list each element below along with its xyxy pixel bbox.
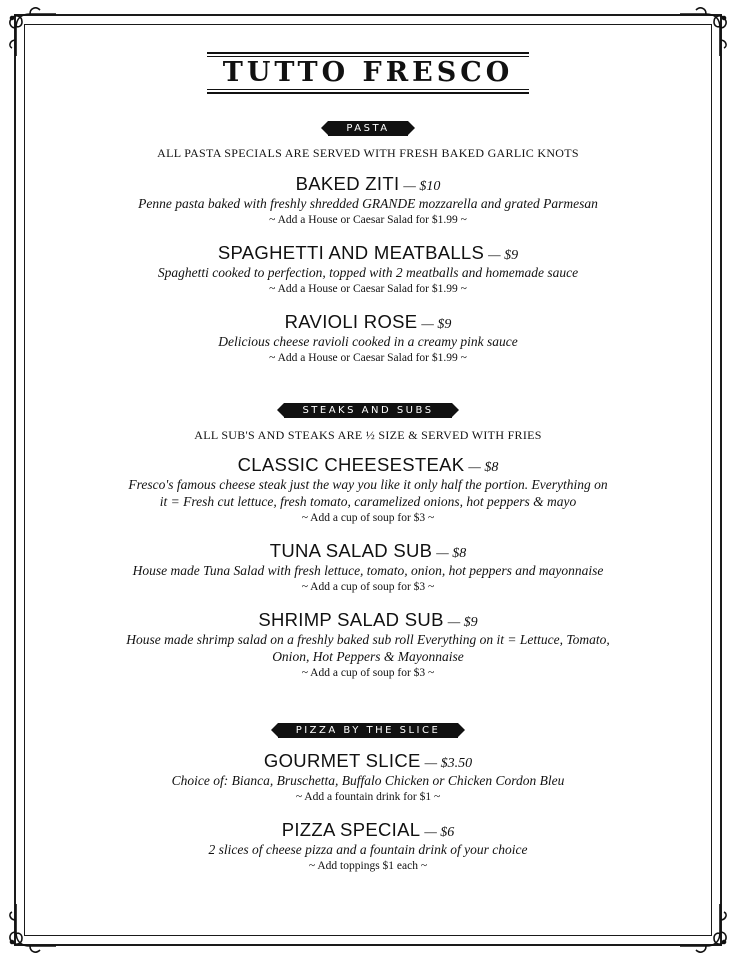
title-rule-bottom — [207, 92, 529, 94]
title-rule-top — [207, 52, 529, 54]
item-addon: ~ Add a fountain drink for $1 ~ — [295, 791, 441, 803]
corner-flourish-icon — [678, 902, 730, 954]
item-addon: ~ Add a cup of soup for $3 ~ — [301, 667, 435, 679]
item-name: GOURMET SLICE — [263, 750, 421, 771]
menu-item — [0, 750, 736, 805]
item-addon: ~ Add a cup of soup for $3 ~ — [301, 581, 435, 593]
menu-item — [0, 173, 736, 228]
item-description: House made shrimp salad on a freshly baked sub roll Everything on it = Lettuce, Tomato, — [126, 632, 610, 647]
item-description: Fresco's famous cheese steak just the way you like it only half the portion. Everything on — [128, 477, 608, 492]
menu-item — [0, 242, 736, 297]
item-description: House made Tuna Salad with fresh lettuce, tomato, onion, hot peppers and mayonnaise — [132, 563, 604, 578]
item-description: Onion, Hot Peppers & Mayonnaise — [272, 649, 464, 664]
section-banner: STEAKS AND SUBS — [284, 403, 451, 418]
item-name: CLASSIC CHEESESTEAK — [237, 454, 465, 475]
item-description: Penne pasta baked with freshly shredded GRANDE mozzarella and grated Parmesan — [138, 196, 598, 211]
item-name: SPAGHETTI AND MEATBALLS — [217, 242, 485, 263]
corner-flourish-icon — [6, 902, 58, 954]
item-price: — $9 — [447, 615, 478, 630]
menu-item — [0, 454, 736, 526]
item-description: Spaghetti cooked to perfection, topped with 2 meatballs and homemade sauce — [157, 265, 579, 280]
item-price: — $6 — [424, 825, 455, 840]
item-addon: ~ Add a House or Caesar Salad for $1.99 ~ — [269, 214, 467, 226]
item-name: PIZZA SPECIAL — [281, 819, 421, 840]
item-addon: ~ Add toppings $1 each ~ — [308, 860, 428, 872]
section-steaks-and-subs — [0, 400, 736, 681]
section-note: ALL PASTA SPECIALS ARE SERVED WITH FRESH BAKED GARLIC KNOTS — [157, 146, 579, 160]
item-price: — $10 — [403, 179, 441, 194]
item-name: SHRIMP SALAD SUB — [258, 609, 444, 630]
item-addon: ~ Add a House or Caesar Salad for $1.99 ~ — [269, 283, 467, 295]
menu-item — [0, 819, 736, 874]
item-name: TUNA SALAD SUB — [269, 540, 433, 561]
corner-flourish-icon — [6, 6, 58, 58]
section-banner: PIZZA BY THE SLICE — [278, 723, 459, 738]
menu-title-block — [0, 52, 736, 94]
menu-item — [0, 311, 736, 366]
item-price: — $8 — [436, 546, 467, 561]
section-note: ALL SUB'S AND STEAKS ARE ½ SIZE & SERVED WITH FRIES — [194, 428, 542, 442]
item-description: 2 slices of cheese pizza and a fountain drink of your choice — [208, 842, 528, 857]
item-price: — $3.50 — [424, 756, 473, 771]
section-banner: PASTA — [328, 121, 407, 136]
section-pasta — [0, 118, 736, 366]
menu-title: TUTTO FRESCO — [222, 57, 514, 88]
item-name: BAKED ZITI — [295, 173, 400, 194]
section-pizza-by-the-slice — [0, 720, 736, 874]
menu-item — [0, 609, 736, 681]
item-addon: ~ Add a House or Caesar Salad for $1.99 ~ — [269, 352, 467, 364]
menu-item — [0, 540, 736, 595]
corner-flourish-icon — [678, 6, 730, 58]
item-description: Choice of: Bianca, Bruschetta, Buffalo Chicken or Chicken Cordon Bleu — [171, 773, 565, 788]
item-name: RAVIOLI ROSE — [284, 311, 418, 332]
item-addon: ~ Add a cup of soup for $3 ~ — [301, 512, 435, 524]
item-price: — $8 — [468, 460, 499, 475]
title-rule-bottom-thin — [207, 89, 529, 90]
item-description: Delicious cheese ravioli cooked in a creamy pink sauce — [218, 334, 518, 349]
item-description: it = Fresh cut lettuce, fresh tomato, caramelized onions, hot peppers & mayo — [159, 494, 577, 509]
item-price: — $9 — [421, 317, 452, 332]
item-price: — $9 — [488, 248, 519, 263]
